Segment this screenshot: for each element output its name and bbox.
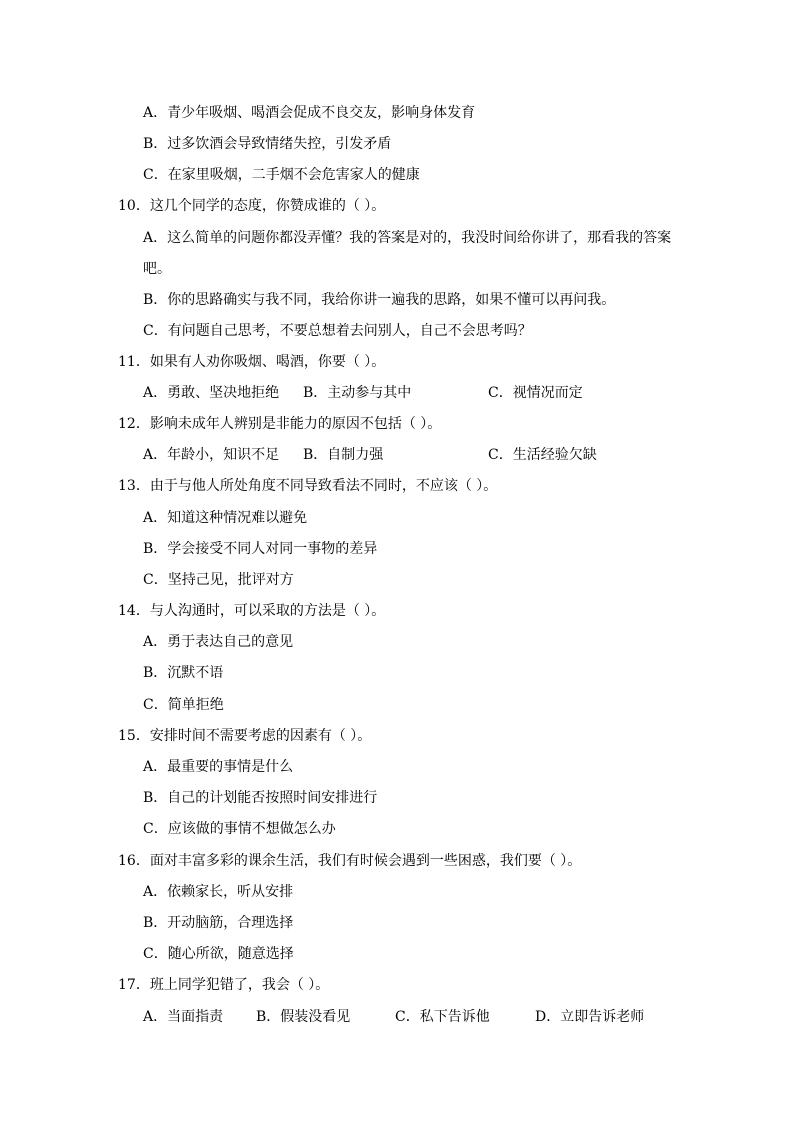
q16-option-c: C．随心所欲，随意选择 [143, 946, 294, 962]
q16-stem: 16．面对丰富多彩的课余生活，我们有时候会遇到一些困惑，我们要（ ）。 [118, 853, 582, 869]
q12-option-b: B．自制力强 [303, 447, 384, 463]
q17-stem: 17．班上同学犯错了，我会（ ）。 [118, 977, 330, 993]
q15-option-a: A．最重要的事情是什么 [143, 759, 294, 775]
q13-stem: 13．由于与他人所处角度不同导致看法不同时，不应该（ ）。 [118, 478, 498, 494]
q11-stem: 11．如果有人劝你吸烟、喝酒，你要（ ）。 [118, 354, 386, 370]
q15-option-c: C．应该做的事情不想做怎么办 [143, 821, 336, 837]
q10-option-a-continued: 吧。 [143, 261, 171, 277]
q12-stem: 12．影响未成年人辨别是非能力的原因不包括（ ）。 [118, 416, 442, 432]
q9-option-b: B．过多饮酒会导致情绪失控，引发矛盾 [143, 136, 392, 152]
q10-option-c: C．有问题自己思考，不要总想着去问别人，自己不会思考吗？ [143, 323, 532, 339]
q14-option-a: A．勇于表达自己的意见 [143, 634, 294, 650]
q15-option-b: B．自己的计划能否按照时间安排进行 [143, 790, 378, 806]
q17-option-c: C．私下告诉他 [395, 1009, 490, 1025]
q17-option-b: B．假装没看见 [256, 1009, 351, 1025]
q10-option-a: A．这么简单的问题你都没弄懂？我的答案是对的，我没时间给你讲了，那看我的答案 [143, 230, 672, 246]
q13-option-b: B．学会接受不同人对同一事物的差异 [143, 541, 378, 557]
q9-option-c: C．在家里吸烟，二手烟不会危害家人的健康 [143, 167, 420, 183]
q14-stem: 14．与人沟通时，可以采取的方法是（ ）。 [118, 603, 386, 619]
q14-option-b: B．沉默不语 [143, 665, 224, 681]
q9-option-a: A．青少年吸烟、喝酒会促成不良交友，影响身体发育 [143, 105, 476, 121]
q13-option-c: C．坚持己见，批评对方 [143, 572, 294, 588]
q10-option-b: B．你的思路确实与我不同，我给你讲一遍我的思路，如果不懂可以再问我。 [143, 292, 616, 308]
q11-option-b: B．主动参与其中 [303, 385, 412, 401]
q17-option-a: A．当面指责 [143, 1009, 224, 1025]
q16-option-b: B．开动脑筋，合理选择 [143, 915, 294, 931]
q10-stem: 10．这几个同学的态度，你赞成谁的（ ）。 [118, 198, 386, 214]
q17-option-d: D．立即告诉老师 [535, 1009, 645, 1025]
q13-option-a: A．知道这种情况难以避免 [143, 510, 308, 526]
q15-stem: 15．安排时间不需要考虑的因素有（ ）。 [118, 728, 372, 744]
q11-option-a: A．勇敢、坚决地拒绝 [143, 385, 280, 401]
q16-option-a: A．依赖家长，听从安排 [143, 884, 294, 900]
q12-option-a: A．年龄小，知识不足 [143, 447, 280, 463]
q12-option-c: C．生活经验欠缺 [488, 447, 597, 463]
q14-option-c: C．简单拒绝 [143, 697, 224, 713]
q11-option-c: C．视情况而定 [488, 385, 583, 401]
